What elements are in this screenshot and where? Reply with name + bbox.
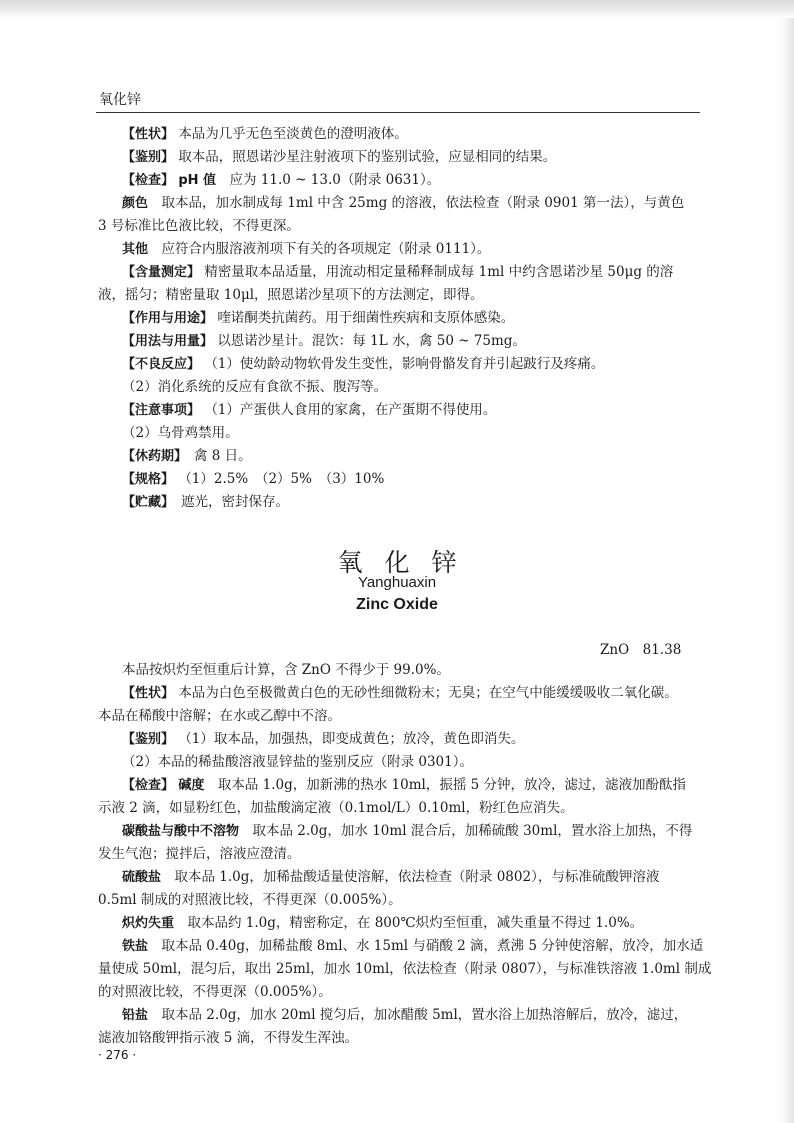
running-header: 氧化锌 [99, 92, 141, 108]
precautions-item-2: （2）乌骨鸡禁用。 [122, 425, 239, 441]
content-requirement-line: 本品按炽灼至恒重后计算，含 ZnO 不得少于 99.0%。 [122, 662, 450, 678]
page-number: · 276 · [98, 1048, 137, 1062]
precautions-line: 【注意事项】 （1）产蛋供人食用的家禽，在产蛋期不得使用。 [122, 402, 497, 418]
molecular-formula: ZnO 81.38 [600, 642, 682, 658]
iron-continuation: 量使成 50ml，混匀后，取出 25ml，加水 10ml，依法检查（附录 0807），与标准铁溶液 1.0ml 制成 [98, 961, 712, 977]
withdrawal-period-line: 【休药期】 禽 8 日。 [122, 448, 252, 464]
alkalinity-line: 【检查】 碱度 取本品 1.0g，加新沸的热水 10ml，振摇 5 分钟，放冷，滤过，滤液加酚酞指 [122, 777, 686, 793]
ignition-loss-line: 炽灼失重 取本品约 1.0g，精密称定，在 800℃炽灼至恒重，减失重量不得过 1.0%。 [122, 915, 644, 931]
adverse-reactions-item-2: （2）消化系统的反应有食欲不振、腹泻等。 [122, 379, 388, 395]
lead-continuation: 滤液加铬酸钾指示液 5 滴，不得发生浑浊。 [98, 1030, 359, 1046]
scan-top-shadow [0, 0, 794, 18]
monograph-title-pinyin: Yanghuaxin [357, 574, 437, 591]
iron-line: 铁盐 取本品 0.40g，加稀盐酸 8ml、水 15ml 与硝酸 2 滴，煮沸 5 分钟使溶解，放冷，加水适 [122, 938, 704, 954]
identification-line: 【鉴别】 取本品，照恩诺沙星注射液项下的鉴别试验，应显相同的结果。 [122, 149, 557, 165]
color-check-line: 颜色 取本品，加水制成每 1ml 中含 25mg 的溶液，依法检查（附录 0901 第一法），与黄色 [122, 195, 685, 211]
alkalinity-continuation: 示液 2 滴，如显粉红色，加盐酸滴定液（0.1mol/L）0.10ml，粉红色应消失。 [98, 800, 574, 816]
zno-description-line: 【性状】 本品为白色至极微黄白色的无砂性细微粉末；无臭；在空气中能缓缓吸收二氧化碳。 [122, 685, 678, 701]
assay-line: 【含量测定】 精密量取本品适量，用流动相定量稀释制成每 1ml 中约含恩诺沙星 50μg 的溶 [122, 264, 674, 280]
zno-solubility-line: 本品在稀酸中溶解；在水或乙醇中不溶。 [98, 708, 341, 724]
other-line: 其他 应符合内服溶液剂项下有关的各项规定（附录 0111）。 [122, 241, 491, 257]
sulfate-line: 硫酸盐 取本品 1.0g，加稀盐酸适量使溶解，依法检查（附录 0802），与标准硫酸钾溶液 [122, 869, 660, 885]
carbonate-continuation: 发生气泡；搅拌后，溶液应澄清。 [98, 846, 301, 862]
monograph-title-chinese: 氧化锌 [337, 548, 479, 577]
zno-identification-item-2: （2）本品的稀盐酸溶液显锌盐的鉴别反应（附录 0301）。 [122, 754, 473, 770]
monograph-title-english: Zinc Oxide [356, 596, 438, 613]
header-rule [96, 112, 700, 113]
lead-line: 铅盐 取本品 2.0g，加水 20ml 搅匀后，加冰醋酸 5ml，置水浴上加热溶解后，放冷，滤过， [122, 1007, 688, 1023]
color-check-continuation: 3 号标准比色液比较，不得更深。 [98, 218, 300, 234]
zno-identification-line: 【鉴别】 （1）取本品，加强热，即变成黄色；放冷，黄色即消失。 [122, 731, 525, 747]
specification-line: 【规格】 （1）2.5% （2）5% （3）10% [122, 471, 385, 487]
assay-continuation: 液，摇匀；精密量取 10μl，照恩诺沙星项下的方法测定，即得。 [98, 287, 484, 303]
ph-check-line: 【检查】 pH 值 应为 11.0 ~ 13.0（附录 0631）。 [122, 172, 441, 188]
carbonate-line: 碳酸盐与酸中不溶物 取本品 2.0g，加水 10ml 混合后，加稀硫酸 30ml，置水浴上加热，不得 [122, 823, 693, 839]
storage-line: 【贮藏】 遮光，密封保存。 [122, 494, 290, 510]
iron-continuation-2: 的对照液比较，不得更深（0.005%）。 [98, 984, 332, 1000]
adverse-reactions-line: 【不良反应】 （1）使幼龄动物软骨发生变性，影响骨骼发育并引起跛行及疼痛。 [122, 356, 605, 372]
sulfate-continuation: 0.5ml 制成的对照液比较，不得更深（0.005%）。 [98, 892, 402, 908]
indications-line: 【作用与用途】 喹诺酮类抗菌药。用于细菌性疾病和支原体感染。 [122, 310, 515, 326]
description-line: 【性状】 本品为几乎无色至淡黄色的澄明液体。 [122, 126, 408, 142]
dosage-line: 【用法与用量】 以恩诺沙星计。混饮：每 1L 水，禽 50 ~ 75mg。 [122, 333, 526, 349]
